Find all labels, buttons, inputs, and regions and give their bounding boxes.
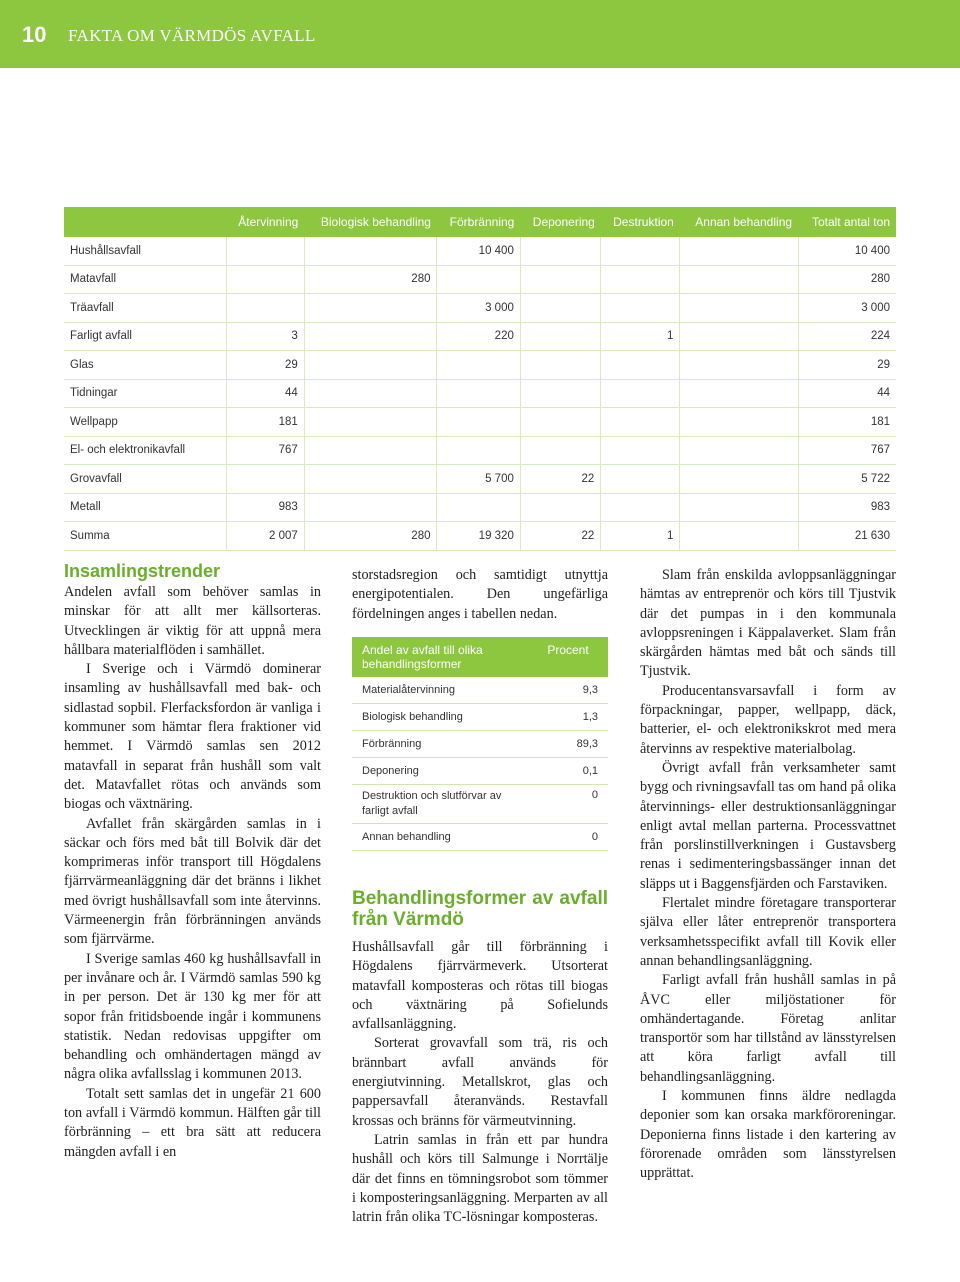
table-cell [437, 408, 520, 437]
table-cell: 220 [437, 322, 520, 351]
column-1 [64, 560, 321, 1162]
row-label: Förbränning [352, 731, 528, 758]
paragraph: Sorterat grovavfall som trä, ris och brännbart avfall används för energiutvinning. Metallskrot, glas och pappersavfall återanvänds. Restavfall krossas och bränns för värmeutvinning. [352, 1035, 608, 1129]
paragraph: Latrin samlas in från ett par hundra hushåll och körs till Salmunge i Norrtälje där det finns en tömningsrobot som tömmer i komposteringsanläggning. Merparten av all latrin från olika TC-lösningar komposteras. [352, 1131, 608, 1226]
table-cell: 1 [601, 522, 680, 551]
percent-value: 9,3 [528, 677, 608, 704]
table-column-header: Totalt antal ton [798, 207, 896, 237]
table-cell [304, 322, 437, 351]
table-cell: 983 [798, 493, 896, 522]
table-cell: 5 700 [437, 465, 520, 494]
table-cell [680, 237, 798, 265]
table-cell: 44 [798, 379, 896, 408]
table-row [352, 758, 608, 785]
table-cell [226, 265, 304, 294]
table-cell [437, 493, 520, 522]
table-row [64, 436, 896, 465]
table-cell [601, 379, 680, 408]
table-column-header: Annan behandling [680, 207, 798, 237]
row-label: Hushållsavfall [64, 237, 226, 265]
table-cell [680, 522, 798, 551]
table-cell [680, 379, 798, 408]
table-cell: 983 [226, 493, 304, 522]
table-cell [680, 351, 798, 380]
table-cell: 2 007 [226, 522, 304, 551]
table-cell [680, 465, 798, 494]
paragraph: Farligt avfall från hushåll samlas in på ÅVC eller miljöstationer för omhändertagande. Företag anlitar transportör som har tillstånd av länsstyrelsen att köra farligt avfall till behandlingsanläggning. [640, 972, 896, 1085]
percent-value: 0,1 [528, 758, 608, 785]
table-row [64, 493, 896, 522]
table-cell [680, 294, 798, 323]
table-column-header: Destruktion [601, 207, 680, 237]
row-label: Materialåtervinning [352, 677, 528, 704]
table-cell: 5 722 [798, 465, 896, 494]
table-cell [520, 493, 600, 522]
table-row [352, 704, 608, 731]
table-cell [520, 351, 600, 380]
table-row [64, 351, 896, 380]
table-row [64, 465, 896, 494]
table-row [64, 379, 896, 408]
percent-value: 0 [528, 824, 608, 851]
paragraph: Andelen avfall som behöver samlas in minskar för att allt mer källsorteras. Utvecklingen är viktig för att uppnå mera hållbara materialflöden i samhället. [64, 584, 321, 658]
table-cell [520, 265, 600, 294]
row-label: Grovavfall [64, 465, 226, 494]
table-cell: 767 [226, 436, 304, 465]
table-row [352, 785, 608, 824]
paragraph: Avfallet från skärgården samlas in i säckar och förs med båt till Bolvik där det komprimeras inför transport till Högdalens fjärrvärmeanläggning där det bränns i likhet med övrigt hushållsavfall som inte återvinns. Värmeenergin från förbränningen används som fjärrvärme. [64, 815, 321, 948]
table-cell [226, 465, 304, 494]
table-cell: 280 [798, 265, 896, 294]
table-cell [304, 493, 437, 522]
paragraph: I kommunen finns äldre nedlagda deponier som kan orsaka markföroreningar. Deponierna finns listade i den kartering av förorenade områden som länsstyrelsen upprättat. [640, 1088, 896, 1182]
table-cell [520, 379, 600, 408]
treatment-share-table [352, 637, 608, 851]
table-cell: 3 [226, 322, 304, 351]
table-cell [601, 493, 680, 522]
paragraph: Flertalet mindre företagare transporterar själva eller låter entreprenör transportera verksamhetsspecifikt avfall till Kovik eller annan behandlingsanläggning. [640, 895, 896, 969]
paragraph: Totalt sett samlas det in ungefär 21 600 ton avfall i Värmdö kommun. Hälften går till förbränning – ett bra sätt att reducera mängden avfall i en [64, 1085, 321, 1160]
table-cell: 29 [226, 351, 304, 380]
table-cell [437, 265, 520, 294]
table-cell [304, 408, 437, 437]
table-cell [437, 379, 520, 408]
table-cell: 44 [226, 379, 304, 408]
column-2-intro [352, 566, 608, 624]
table-cell [680, 493, 798, 522]
row-label: Tidningar [64, 379, 226, 408]
percent-value: 89,3 [528, 731, 608, 758]
paragraph: I Sverige samlas 460 kg hushållsavfall in per invånare och år. I Värmdö samlas 590 kg in per person. Det är 130 kg mer för att sopor från fritidsboende ingår i kommunens statistik. Nedan redovisas uppgifter om behandling och omhändertagen mängd av några olika avfallsslag i kommunen 2013. [64, 950, 321, 1083]
table-row [352, 677, 608, 704]
table-column-header: Deponering [520, 207, 600, 237]
row-label: Destruktion och slutförvar av farligt avfall [352, 785, 528, 824]
row-label: Metall [64, 493, 226, 522]
page-header-title: FAKTA OM VÄRMDÖS AVFALL [68, 26, 316, 45]
row-label: El- och elektronikavfall [64, 436, 226, 465]
table-cell [601, 408, 680, 437]
table-cell: 29 [798, 351, 896, 380]
row-label: Träavfall [64, 294, 226, 323]
row-label: Annan behandling [352, 824, 528, 851]
table-cell [680, 408, 798, 437]
treatment-forms-heading: Behandlingsformer av avfall från Värmdö [352, 888, 608, 930]
table-row [64, 322, 896, 351]
table-cell: 280 [304, 265, 437, 294]
table-cell [304, 465, 437, 494]
table-cell [601, 237, 680, 265]
table-cell: 1 [601, 322, 680, 351]
row-label: Farligt avfall [64, 322, 226, 351]
column-2-body [352, 888, 608, 1227]
table-column-header: Återvinning [226, 207, 304, 237]
share-table-header-label: Andel av avfall till olika behandlingsformer [352, 637, 528, 677]
table-cell [520, 294, 600, 323]
table-cell [520, 436, 600, 465]
table-row [64, 408, 896, 437]
table-row [352, 731, 608, 758]
table-cell [520, 237, 600, 265]
table-cell [601, 351, 680, 380]
paragraph: Hushållsavfall går till förbränning i Högdalens fjärrvärmeverk. Utsorterat matavfall komposteras och rötas till biogas och växtnäring på Sofielunds avfallsanläggning. [352, 939, 608, 1033]
table-row [64, 265, 896, 294]
table-cell: 280 [304, 522, 437, 551]
table-cell: 21 630 [798, 522, 896, 551]
table-cell [304, 379, 437, 408]
table-cell [226, 237, 304, 265]
table-cell: 22 [520, 522, 600, 551]
table-cell [601, 294, 680, 323]
column-3 [640, 566, 896, 1184]
table-cell: 19 320 [437, 522, 520, 551]
page-number: 10 [22, 22, 47, 47]
paragraph: Producentansvarsavfall i form av förpackningar, papper, wellpapp, däck, batterier, el- och elektronikskrot med mera återvinns av respektive materialbolag. [640, 682, 896, 757]
waste-treatment-table [64, 207, 896, 551]
table-cell: 3 000 [437, 294, 520, 323]
table-cell [601, 436, 680, 465]
table-column-header [64, 207, 226, 237]
page-header [0, 0, 960, 68]
table-cell: 767 [798, 436, 896, 465]
share-table-header-value: Procent [528, 637, 608, 677]
paragraph: Övrigt avfall från verksamheter samt bygg och rivningsavfall tas om hand på olika återvinnings- eller destruktionsanläggningar enligt avtal mellan parterna. Processvattnet från porslinstillverkningen i Gustavsberg renas i sedimenteringsbassänger innan det släpps ut i Baggensfjärden och Farstaviken. [640, 759, 896, 892]
table-cell [437, 436, 520, 465]
paragraph: I Sverige och i Värmdö dominerar insamling av hushållsavfall med bak- och sidlastad sopbil. Flerfacksfordon är vanliga i kommuner som hämtar flera fraktioner vid hemmet. I Värmdö samlas sen 2012 matavfall in separat från hushåll som valt det. Matavfallet rötas och används som biogas och växtnäring. [64, 661, 321, 813]
collection-trends-heading: Insamlingstrender [64, 561, 221, 581]
table-cell [304, 436, 437, 465]
table-cell [304, 237, 437, 265]
table-column-header: Biologisk behandling [304, 207, 437, 237]
row-label: Wellpapp [64, 408, 226, 437]
table-cell [680, 436, 798, 465]
paragraph: Slam från enskilda avloppsanläggningar hämtas av entreprenör och körs till Tjustvik där det pumpas in i den kommunala avloppsreningen i Käppalaverket. Slam från skärgården hämtas med båt och sänds till Tjustvik. [640, 567, 896, 680]
table-row [64, 237, 896, 265]
table-cell: 3 000 [798, 294, 896, 323]
paragraph: storstadsregion och samtidigt utnyttja energipotentialen. Den ungefärliga fördelningen anges i tabellen nedan. [352, 567, 608, 622]
table-cell: 10 400 [798, 237, 896, 265]
table-cell [437, 351, 520, 380]
table-cell [680, 265, 798, 294]
table-cell [304, 294, 437, 323]
table-cell [520, 322, 600, 351]
table-cell: 181 [226, 408, 304, 437]
percent-value: 0 [528, 785, 608, 824]
table-row [64, 294, 896, 323]
table-row [352, 824, 608, 851]
row-label: Glas [64, 351, 226, 380]
percent-value: 1,3 [528, 704, 608, 731]
row-label: Deponering [352, 758, 528, 785]
table-cell [226, 294, 304, 323]
table-cell [601, 465, 680, 494]
row-label: Matavfall [64, 265, 226, 294]
table-row [64, 522, 896, 551]
row-label: Summa [64, 522, 226, 551]
table-column-header: Förbränning [437, 207, 520, 237]
table-cell [601, 265, 680, 294]
table-cell [520, 408, 600, 437]
table-cell [304, 351, 437, 380]
table-cell: 181 [798, 408, 896, 437]
table-cell [680, 322, 798, 351]
table-cell: 22 [520, 465, 600, 494]
table-cell: 10 400 [437, 237, 520, 265]
table-cell: 224 [798, 322, 896, 351]
row-label: Biologisk behandling [352, 704, 528, 731]
